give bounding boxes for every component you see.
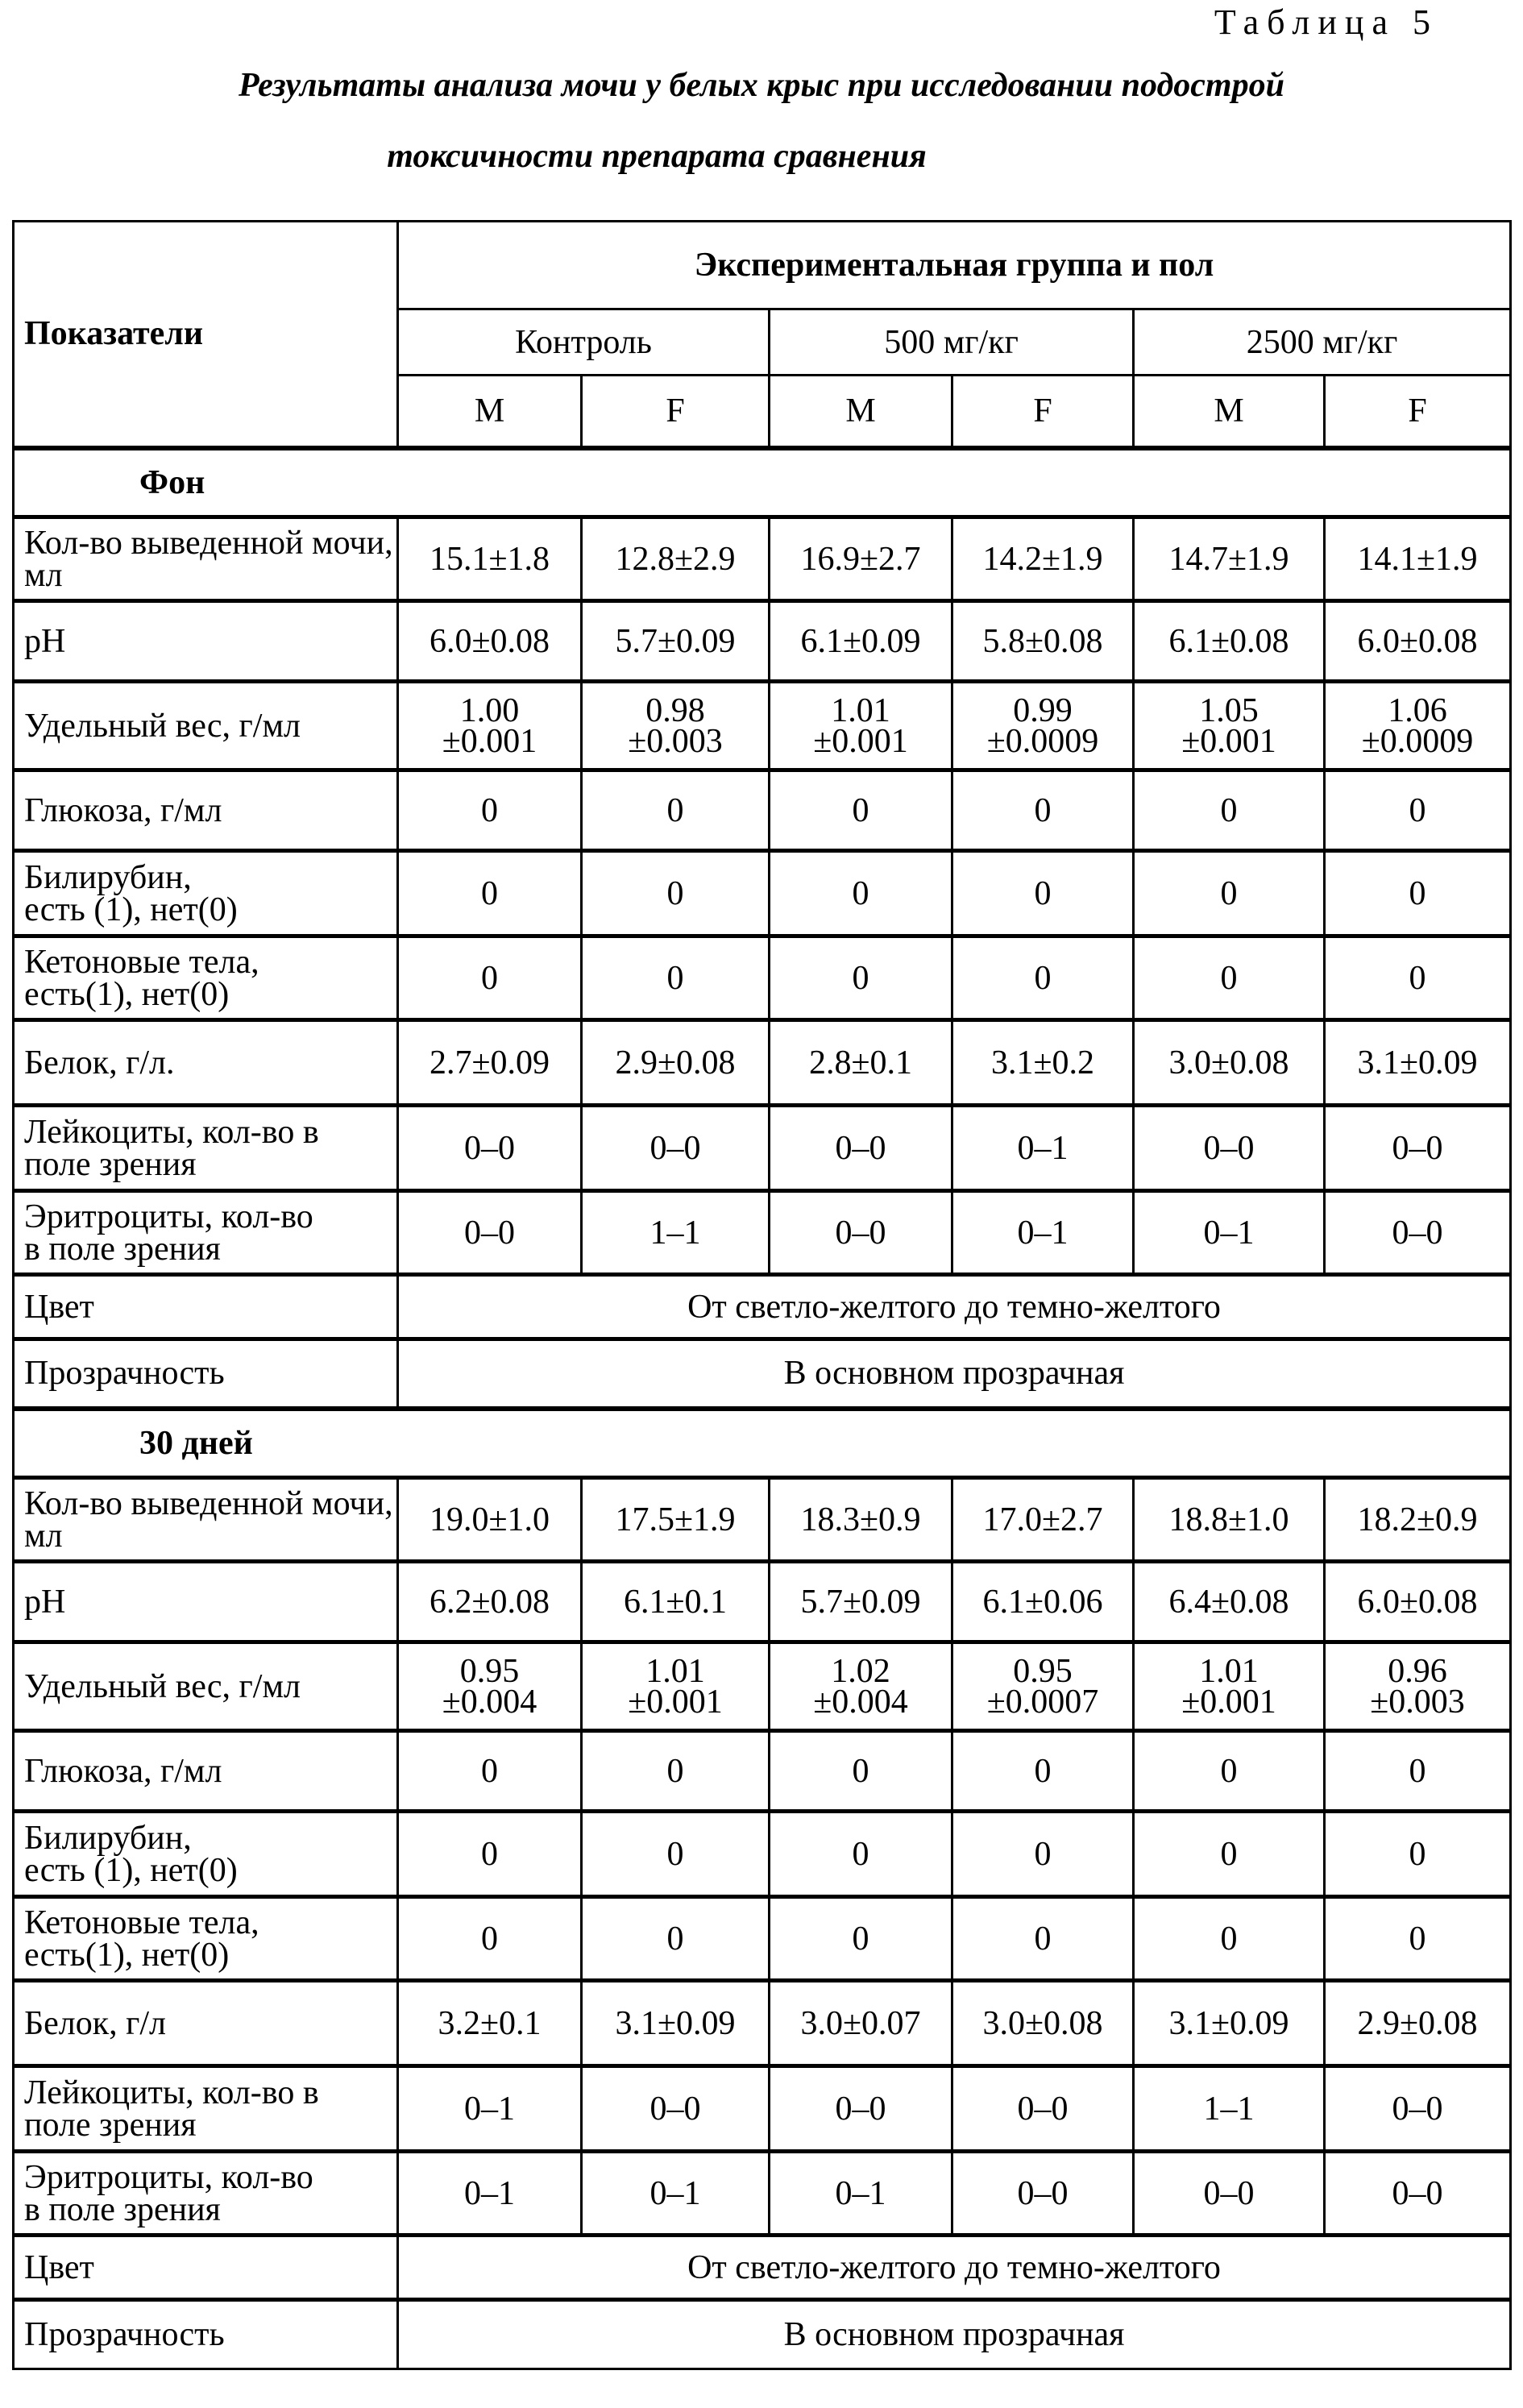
row-label-line: в поле зрения (24, 2194, 396, 2226)
value-cell: 14.7±1.9 (1134, 517, 1325, 601)
value-mean: 1.06 (1326, 695, 1509, 726)
row-label-line: Лейкоциты, кол-во в (24, 1116, 396, 1148)
value-cell: 0 (952, 1812, 1134, 1897)
value-error: ±0.0007 (953, 1687, 1132, 1717)
table-row (14, 1020, 1511, 1106)
table-row (14, 601, 1511, 682)
value-cell: 3.0±0.07 (770, 1981, 952, 2066)
table-row (14, 2236, 1511, 2300)
row-label: Глюкоза, г/мл (14, 770, 398, 851)
indicators-header: Показатели (14, 222, 398, 448)
row-label: Прозрачность (14, 1339, 398, 1409)
value-cell: 0–0 (770, 1191, 952, 1275)
value-cell: 3.1±0.09 (1134, 1981, 1325, 2066)
value-mean: 0.99 (953, 695, 1132, 726)
value-cell: 6.4±0.08 (1134, 1562, 1325, 1642)
value-cell: 0 (582, 1897, 770, 1981)
table-row (14, 682, 1511, 770)
merged-value-cell: В основном прозрачная (398, 2300, 1511, 2369)
merged-value-cell: От светло-желтого до темно-желтого (398, 1275, 1511, 1339)
value-error: ±0.0009 (1326, 726, 1509, 757)
row-label: Удельный вес, г/мл (14, 682, 398, 770)
row-label (14, 851, 398, 936)
value-cell: 5.8±0.08 (952, 601, 1134, 682)
value-cell: 0 (952, 1731, 1134, 1812)
value-cell: 0 (398, 936, 582, 1020)
value-cell: 3.1±0.2 (952, 1020, 1134, 1106)
value-mean: 1.01 (1135, 1656, 1323, 1687)
value-error: ±0.004 (770, 1687, 951, 1717)
value-cell: 2.8±0.1 (770, 1020, 952, 1106)
sex-header: M (398, 376, 582, 448)
row-label: Кол-во выведенной мочи, мл (14, 1478, 398, 1562)
table-caption-line-2: токсичности препарата сравнения (0, 137, 1418, 176)
value-cell: 0 (582, 936, 770, 1020)
value-cell: 0 (398, 1897, 582, 1981)
row-label (14, 2152, 398, 2236)
value-cell: 0 (1134, 1897, 1325, 1981)
value-cell: 0 (1134, 851, 1325, 936)
value-cell: 0 (770, 1812, 952, 1897)
value-cell: 0–0 (1134, 1106, 1325, 1191)
value-cell: 0 (1134, 936, 1325, 1020)
table-row (14, 2152, 1511, 2236)
table-caption-line-1: Результаты анализа мочи у белых крыс при исследовании подострой (0, 66, 1523, 105)
value-cell: 19.0±1.0 (398, 1478, 582, 1562)
value-cell: 0 (952, 851, 1134, 936)
value-cell: 0 (582, 1812, 770, 1897)
value-cell: 0 (398, 1731, 582, 1812)
row-label-line: Кетоновые тела, (24, 946, 396, 978)
value-cell: 2.9±0.08 (1325, 1981, 1511, 2066)
value-cell: 3.0±0.08 (1134, 1020, 1325, 1106)
value-cell: 0–0 (1325, 2152, 1511, 2236)
value-cell: 6.2±0.08 (398, 1562, 582, 1642)
value-error: ±0.0009 (953, 726, 1132, 757)
value-cell (770, 682, 952, 770)
value-cell: 0–1 (582, 2152, 770, 2236)
value-error: ±0.001 (583, 1687, 768, 1717)
value-cell (1325, 1642, 1511, 1731)
value-error: ±0.001 (1135, 726, 1323, 757)
value-error: ±0.003 (583, 726, 768, 757)
value-cell (1134, 682, 1325, 770)
row-label-line: Кетоновые тела, (24, 1907, 396, 1939)
value-cell (398, 682, 582, 770)
row-label-line: в поле зрения (24, 1233, 396, 1265)
value-cell: 0–1 (398, 2066, 582, 2152)
value-cell: 2.9±0.08 (582, 1020, 770, 1106)
group-header-2500: 2500 мг/кг (1134, 309, 1511, 376)
value-error: ±0.004 (399, 1687, 580, 1717)
value-cell: 3.1±0.09 (582, 1981, 770, 2066)
value-cell: 0 (1325, 770, 1511, 851)
value-cell: 0–1 (952, 1106, 1134, 1191)
group-header-control: Контроль (398, 309, 770, 376)
value-cell: 0 (1325, 936, 1511, 1020)
table-row (14, 1897, 1511, 1981)
row-label-line: есть (1), нет(0) (24, 1854, 396, 1887)
value-cell: 0 (1134, 1731, 1325, 1812)
value-cell: 6.1±0.06 (952, 1562, 1134, 1642)
row-label: Удельный вес, г/мл (14, 1642, 398, 1731)
value-cell: 1–1 (1134, 2066, 1325, 2152)
table-row (14, 1339, 1511, 1409)
value-cell: 6.1±0.09 (770, 601, 952, 682)
value-cell: 0–1 (952, 1191, 1134, 1275)
value-cell: 0 (398, 770, 582, 851)
row-label (14, 1812, 398, 1897)
table-row (14, 1812, 1511, 1897)
value-cell: 0–1 (1134, 1191, 1325, 1275)
value-cell: 14.1±1.9 (1325, 517, 1511, 601)
row-label-line: Эритроциты, кол-во (24, 1201, 396, 1233)
value-cell: 18.2±0.9 (1325, 1478, 1511, 1562)
value-cell: 0 (582, 770, 770, 851)
value-cell (952, 682, 1134, 770)
value-cell: 0–0 (1325, 2066, 1511, 2152)
row-label: pH (14, 1562, 398, 1642)
value-cell: 17.0±2.7 (952, 1478, 1134, 1562)
value-cell: 17.5±1.9 (582, 1478, 770, 1562)
section-title: Фон (14, 448, 1511, 517)
table-row (14, 1191, 1511, 1275)
value-cell: 16.9±2.7 (770, 517, 952, 601)
value-mean: 0.96 (1326, 1656, 1509, 1687)
value-cell: 0 (770, 770, 952, 851)
value-mean: 0.95 (953, 1656, 1132, 1687)
value-cell: 0–0 (952, 2066, 1134, 2152)
row-label: Цвет (14, 1275, 398, 1339)
row-label-line: есть(1), нет(0) (24, 978, 396, 1011)
row-label: Прозрачность (14, 2300, 398, 2369)
value-cell: 0 (1325, 1812, 1511, 1897)
value-mean: 1.01 (583, 1656, 768, 1687)
table-row (14, 1642, 1511, 1731)
value-cell: 14.2±1.9 (952, 517, 1134, 601)
table-number-label: Таблица 5 (1214, 2, 1438, 43)
value-cell: 5.7±0.09 (770, 1562, 952, 1642)
value-cell: 0–0 (1325, 1191, 1511, 1275)
value-cell: 0 (582, 851, 770, 936)
value-cell: 6.1±0.1 (582, 1562, 770, 1642)
value-cell: 0–0 (770, 2066, 952, 2152)
table-row (14, 1478, 1511, 1562)
value-mean: 1.01 (770, 695, 951, 726)
row-label: Белок, г/л (14, 1981, 398, 2066)
sex-header: M (770, 376, 952, 448)
value-cell: 0 (770, 936, 952, 1020)
table-row (14, 1731, 1511, 1812)
row-label-line: есть(1), нет(0) (24, 1939, 396, 1971)
row-label (14, 2066, 398, 2152)
value-cell (952, 1642, 1134, 1731)
table-row (14, 1562, 1511, 1642)
value-mean: 1.00 (399, 695, 580, 726)
value-cell: 0–1 (770, 2152, 952, 2236)
value-cell: 0 (1325, 851, 1511, 936)
value-cell: 0–0 (1134, 2152, 1325, 2236)
row-label: Белок, г/л. (14, 1020, 398, 1106)
row-label-line: поле зрения (24, 1148, 396, 1181)
urinalysis-table (12, 220, 1512, 2370)
value-error: ±0.001 (399, 726, 580, 757)
row-label (14, 1897, 398, 1981)
table-row (14, 851, 1511, 936)
group-title-header: Экспериментальная группа и пол (398, 222, 1511, 309)
value-cell: 6.0±0.08 (398, 601, 582, 682)
value-cell (770, 1642, 952, 1731)
merged-value-cell: В основном прозрачная (398, 1339, 1511, 1409)
value-cell: 15.1±1.8 (398, 517, 582, 601)
table-row (14, 770, 1511, 851)
row-label-line: поле зрения (24, 2109, 396, 2141)
value-cell: 3.1±0.09 (1325, 1020, 1511, 1106)
value-cell (1325, 682, 1511, 770)
header-row-group-title (14, 222, 1511, 309)
sex-header: F (1325, 376, 1511, 448)
value-cell: 0 (398, 1812, 582, 1897)
value-mean: 0.98 (583, 695, 768, 726)
value-cell (1134, 1642, 1325, 1731)
value-cell: 0–0 (398, 1191, 582, 1275)
row-label (14, 936, 398, 1020)
value-cell: 0 (1325, 1897, 1511, 1981)
sex-header: F (952, 376, 1134, 448)
table-row (14, 936, 1511, 1020)
value-cell: 3.0±0.08 (952, 1981, 1134, 2066)
value-cell (582, 682, 770, 770)
row-label (14, 1191, 398, 1275)
value-cell: 1–1 (582, 1191, 770, 1275)
value-error: ±0.001 (1135, 1687, 1323, 1717)
table-row (14, 1981, 1511, 2066)
table-row (14, 1106, 1511, 1191)
value-cell (582, 1642, 770, 1731)
section-row (14, 1409, 1511, 1478)
value-cell: 0–0 (1325, 1106, 1511, 1191)
value-error: ±0.001 (770, 726, 951, 757)
table-row (14, 517, 1511, 601)
table-row (14, 2300, 1511, 2369)
row-label: Глюкоза, г/мл (14, 1731, 398, 1812)
value-cell: 0–0 (582, 1106, 770, 1191)
value-cell: 6.0±0.08 (1325, 601, 1511, 682)
value-cell: 0 (1325, 1731, 1511, 1812)
value-mean: 0.95 (399, 1656, 580, 1687)
row-label-line: Билирубин, (24, 1822, 396, 1854)
table-row (14, 1275, 1511, 1339)
value-cell: 0 (952, 936, 1134, 1020)
value-error: ±0.003 (1326, 1687, 1509, 1717)
sex-header: M (1134, 376, 1325, 448)
value-mean: 1.02 (770, 1656, 951, 1687)
value-cell: 0–0 (952, 2152, 1134, 2236)
value-mean: 1.05 (1135, 695, 1323, 726)
row-label-line: есть (1), нет(0) (24, 894, 396, 926)
value-cell: 0 (952, 770, 1134, 851)
value-cell: 0–0 (770, 1106, 952, 1191)
group-header-500: 500 мг/кг (770, 309, 1134, 376)
value-cell: 18.3±0.9 (770, 1478, 952, 1562)
value-cell: 3.2±0.1 (398, 1981, 582, 2066)
section-row (14, 448, 1511, 517)
value-cell: 2.7±0.09 (398, 1020, 582, 1106)
value-cell: 0 (1134, 770, 1325, 851)
row-label (14, 1106, 398, 1191)
value-cell: 0 (1134, 1812, 1325, 1897)
row-label-line: Эритроциты, кол-во (24, 2161, 396, 2194)
row-label: pH (14, 601, 398, 682)
row-label: Цвет (14, 2236, 398, 2300)
table-row (14, 2066, 1511, 2152)
section-title: 30 дней (14, 1409, 1511, 1478)
value-cell: 0–0 (398, 1106, 582, 1191)
value-cell: 0 (770, 1731, 952, 1812)
value-cell: 0 (770, 1897, 952, 1981)
value-cell: 0 (582, 1731, 770, 1812)
row-label: Кол-во выведенной мочи, мл (14, 517, 398, 601)
row-label-line: Лейкоциты, кол-во в (24, 2077, 396, 2109)
value-cell: 6.1±0.08 (1134, 601, 1325, 682)
value-cell: 0 (770, 851, 952, 936)
value-cell: 0 (952, 1897, 1134, 1981)
value-cell: 6.0±0.08 (1325, 1562, 1511, 1642)
value-cell: 12.8±2.9 (582, 517, 770, 601)
value-cell: 0 (398, 851, 582, 936)
row-label-line: Билирубин, (24, 861, 396, 894)
value-cell: 0–0 (582, 2066, 770, 2152)
merged-value-cell: От светло-желтого до темно-желтого (398, 2236, 1511, 2300)
sex-header: F (582, 376, 770, 448)
value-cell: 18.8±1.0 (1134, 1478, 1325, 1562)
value-cell: 0–1 (398, 2152, 582, 2236)
value-cell (398, 1642, 582, 1731)
value-cell: 5.7±0.09 (582, 601, 770, 682)
